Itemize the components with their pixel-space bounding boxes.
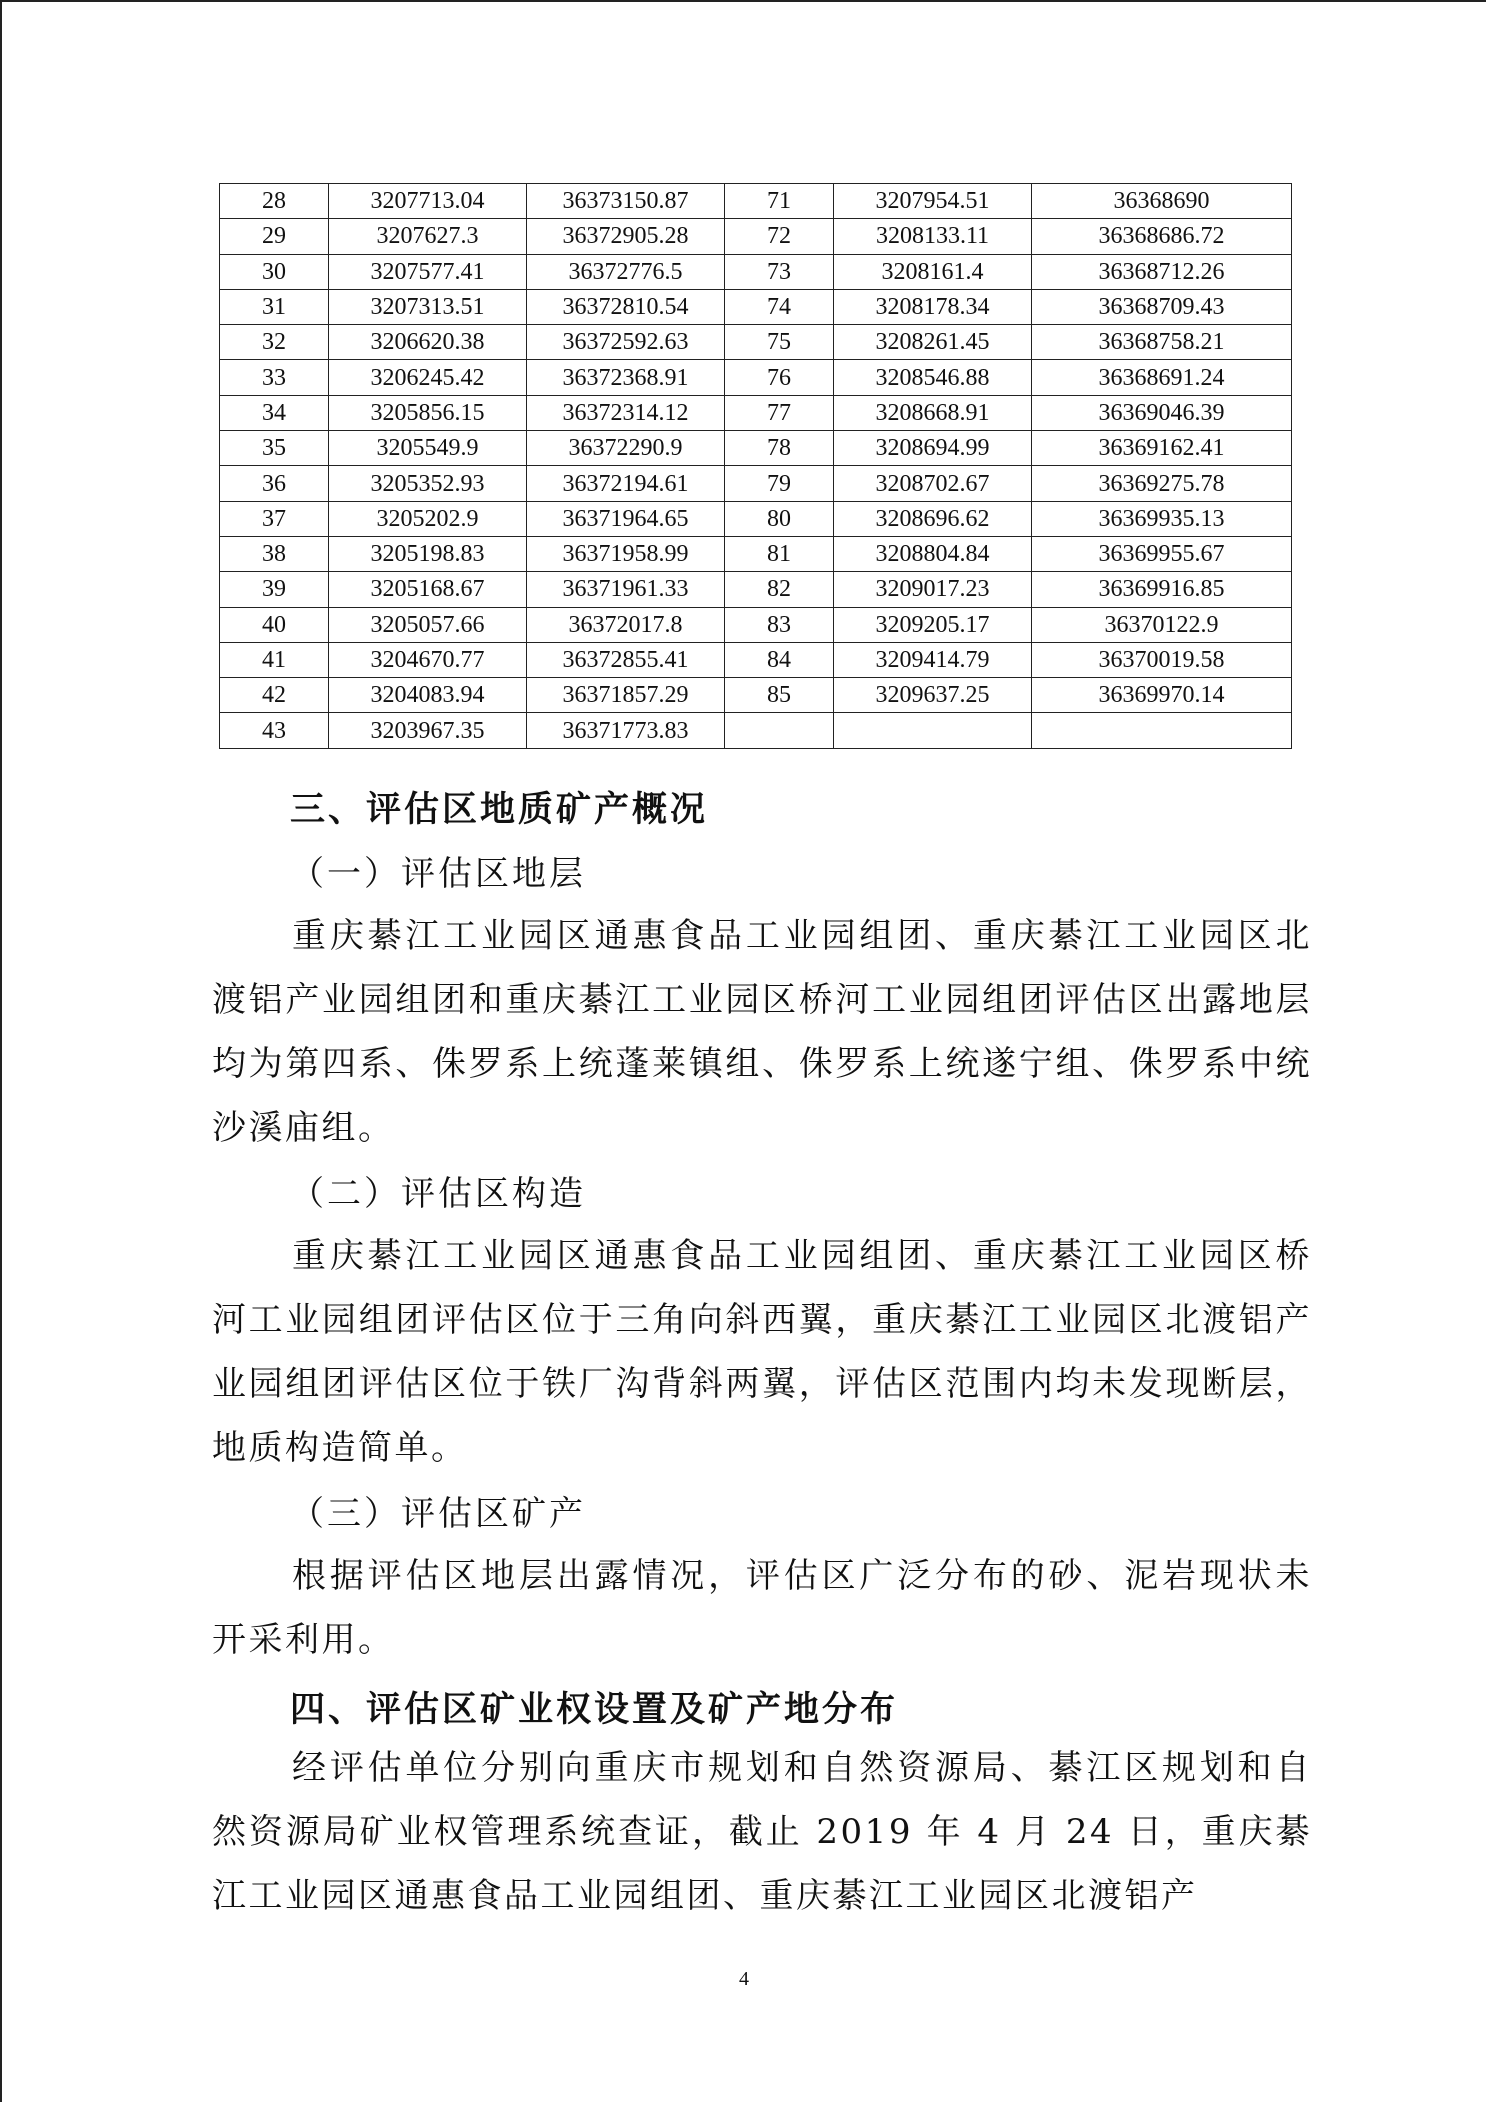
- section-4-heading: 四、评估区矿业权设置及矿产地分布: [290, 1689, 899, 1730]
- section-3-heading: 三、评估区地质矿产概况: [290, 789, 709, 830]
- table-row: [220, 219, 1292, 254]
- table-cell: 3208546.88: [834, 360, 1032, 395]
- table-row: [220, 184, 1292, 219]
- table-cell: 33: [220, 360, 329, 395]
- table-cell: 3207627.3: [329, 219, 527, 254]
- table-cell: 75: [725, 325, 834, 360]
- table-cell: 36372368.91: [527, 360, 725, 395]
- table-cell: [1032, 713, 1292, 748]
- table-cell: 36373150.87: [527, 184, 725, 219]
- table-cell: 3204670.77: [329, 642, 527, 677]
- table-row: [220, 325, 1292, 360]
- table-cell: 3208133.11: [834, 219, 1032, 254]
- table-cell: 36372314.12: [527, 395, 725, 430]
- table-cell: 36369162.41: [1032, 431, 1292, 466]
- table-cell: [834, 713, 1032, 748]
- table-row: [220, 501, 1292, 536]
- table-cell: 84: [725, 642, 834, 677]
- table-cell: 36372194.61: [527, 466, 725, 501]
- table-cell: 79: [725, 466, 834, 501]
- table-cell: 35: [220, 431, 329, 466]
- table-cell: 3208178.34: [834, 289, 1032, 324]
- coordinate-table: [219, 183, 1292, 749]
- table-cell: 3208668.91: [834, 395, 1032, 430]
- table-cell: 31: [220, 289, 329, 324]
- section-4-paragraph-1: 经评估单位分别向重庆市规划和自然资源局、綦江区规划和自然资源局矿业权管理系统查证，截止 2019 年 4 月 24 日，重庆綦江工业园区通惠食品工业园组团、重庆綦江工业园区北渡铝产: [212, 1748, 1312, 1916]
- table-cell: 3205198.83: [329, 536, 527, 571]
- table-cell: 81: [725, 536, 834, 571]
- table-cell: 36372776.5: [527, 254, 725, 289]
- table-cell: 3204083.94: [329, 678, 527, 713]
- table-cell: 3208804.84: [834, 536, 1032, 571]
- table-cell: 36368712.26: [1032, 254, 1292, 289]
- table-cell: 36369275.78: [1032, 466, 1292, 501]
- table-cell: 3205549.9: [329, 431, 527, 466]
- coordinate-table-body: [220, 184, 1292, 749]
- table-cell: 73: [725, 254, 834, 289]
- section-3-subheading-2: （二）评估区构造: [290, 1174, 586, 1214]
- table-cell: 36368758.21: [1032, 325, 1292, 360]
- section-3-subheading-1: （一）评估区地层: [290, 854, 586, 894]
- page-number: 4: [739, 1968, 749, 1990]
- table-cell: 76: [725, 360, 834, 395]
- section-3-paragraph-3: 根据评估区地层出露情况，评估区广泛分布的砂、泥岩现状未开采利用。: [212, 1556, 1312, 1660]
- table-cell: 32: [220, 325, 329, 360]
- table-row: [220, 642, 1292, 677]
- table-cell: 36372592.63: [527, 325, 725, 360]
- table-cell: 3206245.42: [329, 360, 527, 395]
- table-cell: 3209205.17: [834, 607, 1032, 642]
- section-3-paragraph-1: 重庆綦江工业园区通惠食品工业园组团、重庆綦江工业园区北渡铝产业园组团和重庆綦江工业园区桥河工业园组团评估区出露地层均为第四系、侏罗系上统蓬莱镇组、侏罗系上统遂宁组、侏罗系中统沙溪庙组。: [212, 916, 1312, 1148]
- table-cell: 3205856.15: [329, 395, 527, 430]
- table-cell: 36372905.28: [527, 219, 725, 254]
- table-row: [220, 572, 1292, 607]
- table-row: [220, 536, 1292, 571]
- table-cell: 30: [220, 254, 329, 289]
- table-cell: 36369916.85: [1032, 572, 1292, 607]
- table-row: [220, 466, 1292, 501]
- table-cell: 36371958.99: [527, 536, 725, 571]
- table-cell: 3208696.62: [834, 501, 1032, 536]
- table-row: [220, 395, 1292, 430]
- table-cell: 78: [725, 431, 834, 466]
- table-cell: 40: [220, 607, 329, 642]
- section-3-paragraph-2: 重庆綦江工业园区通惠食品工业园组团、重庆綦江工业园区桥河工业园组团评估区位于三角向斜西翼，重庆綦江工业园区北渡铝产业园组团评估区位于铁厂沟背斜两翼，评估区范围内均未发现断层，地质构造简单。: [212, 1236, 1312, 1468]
- table-cell: 3208694.99: [834, 431, 1032, 466]
- section-3-subheading-3: （三）评估区矿产: [290, 1494, 586, 1534]
- table-cell: 36369935.13: [1032, 501, 1292, 536]
- table-cell: 36369970.14: [1032, 678, 1292, 713]
- table-cell: 43: [220, 713, 329, 748]
- table-cell: 3208702.67: [834, 466, 1032, 501]
- table-cell: 34: [220, 395, 329, 430]
- table-row: [220, 431, 1292, 466]
- table-cell: 38: [220, 536, 329, 571]
- table-cell: 42: [220, 678, 329, 713]
- table-cell: 36369046.39: [1032, 395, 1292, 430]
- table-row: [220, 713, 1292, 748]
- table-row: [220, 607, 1292, 642]
- table-cell: 3205057.66: [329, 607, 527, 642]
- table-cell: 3205352.93: [329, 466, 527, 501]
- table-cell: 3207954.51: [834, 184, 1032, 219]
- table-row: [220, 254, 1292, 289]
- table-cell: 29: [220, 219, 329, 254]
- table-cell: 3207713.04: [329, 184, 527, 219]
- table-cell: 28: [220, 184, 329, 219]
- table-cell: 85: [725, 678, 834, 713]
- table-cell: 36371961.33: [527, 572, 725, 607]
- table-cell: 3208261.45: [834, 325, 1032, 360]
- table-cell: 36371857.29: [527, 678, 725, 713]
- table-cell: 3206620.38: [329, 325, 527, 360]
- table-cell: 74: [725, 289, 834, 324]
- table-cell: 37: [220, 501, 329, 536]
- table-row: [220, 360, 1292, 395]
- table-cell: 3207313.51: [329, 289, 527, 324]
- table-cell: 36: [220, 466, 329, 501]
- table-cell: 80: [725, 501, 834, 536]
- table-cell: 36369955.67: [1032, 536, 1292, 571]
- table-cell: [725, 713, 834, 748]
- table-cell: 36371773.83: [527, 713, 725, 748]
- table-cell: 3209637.25: [834, 678, 1032, 713]
- table-cell: 36372810.54: [527, 289, 725, 324]
- table-cell: 3207577.41: [329, 254, 527, 289]
- table-cell: 71: [725, 184, 834, 219]
- table-cell: 36368709.43: [1032, 289, 1292, 324]
- table-cell: 36368691.24: [1032, 360, 1292, 395]
- table-cell: 36372855.41: [527, 642, 725, 677]
- table-cell: 83: [725, 607, 834, 642]
- table-cell: 36371964.65: [527, 501, 725, 536]
- table-row: [220, 678, 1292, 713]
- table-cell: 41: [220, 642, 329, 677]
- table-cell: 3205202.9: [329, 501, 527, 536]
- table-cell: 3209414.79: [834, 642, 1032, 677]
- table-cell: 3209017.23: [834, 572, 1032, 607]
- table-cell: 36370019.58: [1032, 642, 1292, 677]
- table-cell: 36368690: [1032, 184, 1292, 219]
- table-cell: 3208161.4: [834, 254, 1032, 289]
- table-cell: 72: [725, 219, 834, 254]
- table-cell: 36372017.8: [527, 607, 725, 642]
- table-cell: 36368686.72: [1032, 219, 1292, 254]
- table-cell: 3205168.67: [329, 572, 527, 607]
- table-cell: 77: [725, 395, 834, 430]
- table-cell: 39: [220, 572, 329, 607]
- table-cell: 3203967.35: [329, 713, 527, 748]
- table-row: [220, 289, 1292, 324]
- table-cell: 36370122.9: [1032, 607, 1292, 642]
- table-cell: 82: [725, 572, 834, 607]
- table-cell: 36372290.9: [527, 431, 725, 466]
